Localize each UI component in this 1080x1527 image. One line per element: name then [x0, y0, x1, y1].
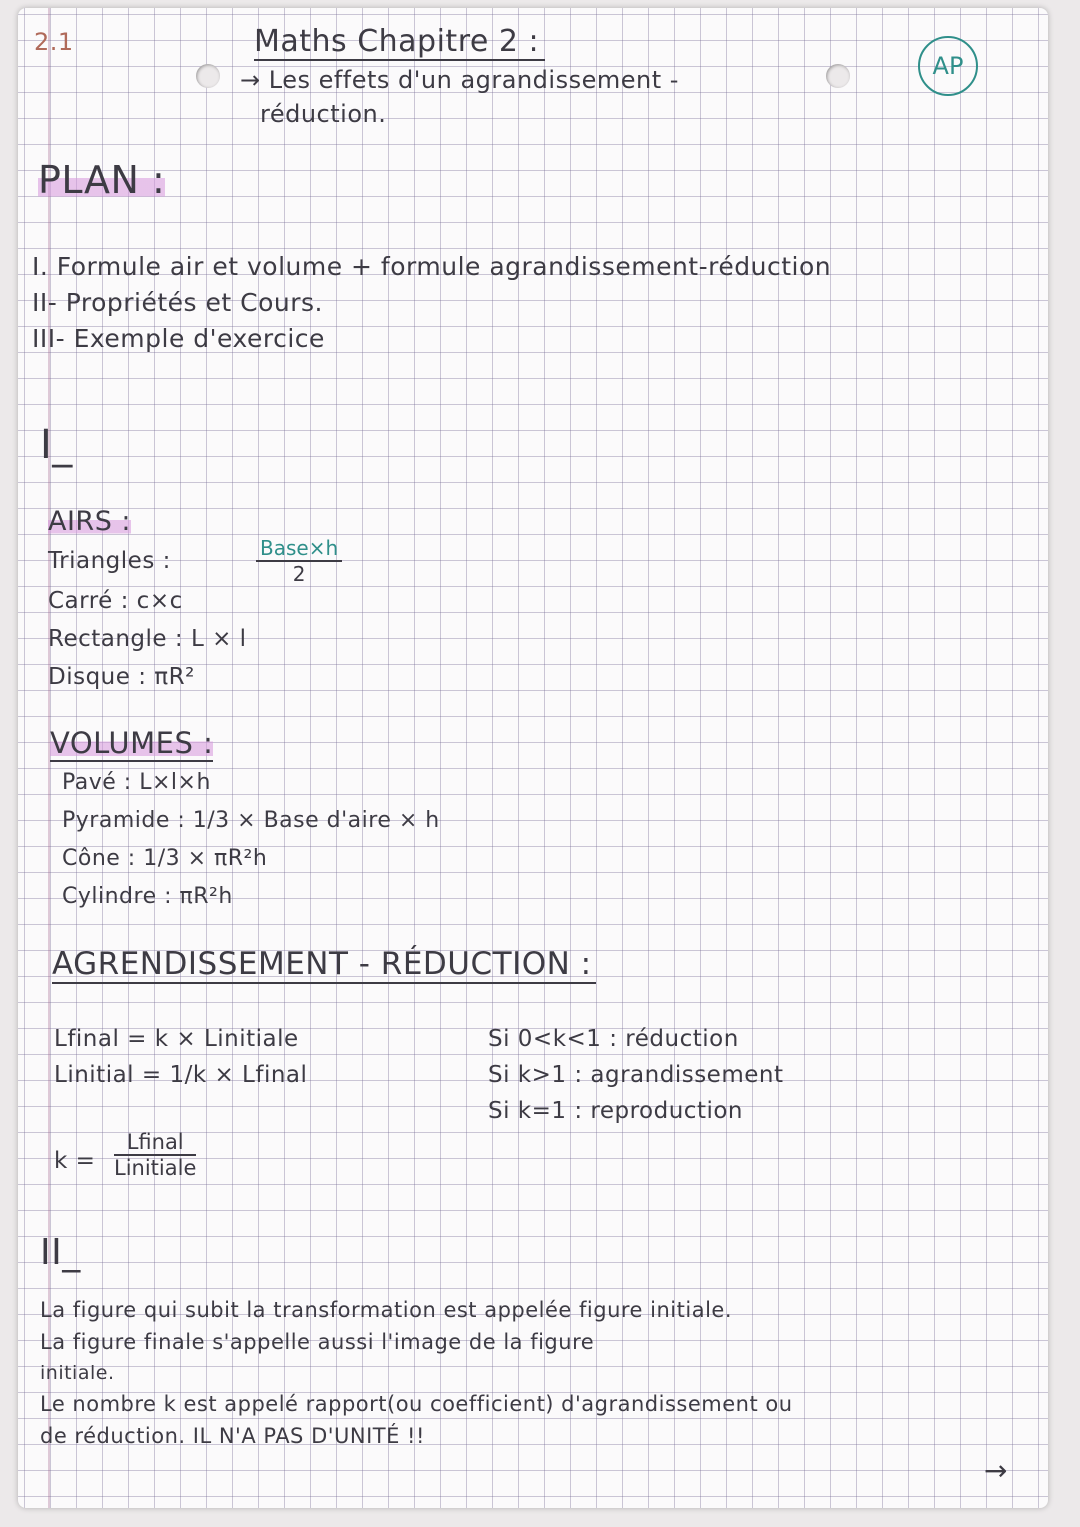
pave-formula: Pavé : L×l×h — [62, 770, 211, 795]
section-1-marker: I_ — [40, 422, 73, 468]
k-numerator: Lfinal — [114, 1130, 196, 1156]
punch-hole — [826, 64, 850, 88]
formula-final-length: Lfinal = k × Linitiale — [54, 1026, 299, 1052]
section-2-line-2: La figure finale s'appelle aussi l'image de la figure — [40, 1330, 595, 1354]
ap-badge: AP — [918, 36, 978, 96]
formula-initial-length: Linitial = 1/k × Lfinal — [54, 1062, 308, 1088]
section-2-line-4: Le nombre k est appelé rapport(ou coefficient) d'agrandissement ou — [40, 1392, 793, 1416]
case-agrandissement: Si k>1 : agrandissement — [488, 1062, 784, 1088]
disque-formula: Disque : πR² — [48, 664, 195, 690]
k-denominator: Linitiale — [114, 1156, 197, 1180]
cylindre-formula: Cylindre : πR²h — [62, 884, 233, 909]
areas-heading: AIRS : — [48, 506, 132, 537]
section-2-line-3: initiale. — [40, 1362, 115, 1384]
page-title: Maths Chapitre 2 : — [254, 24, 545, 61]
plan-item-3: III- Exemple d'exercice — [32, 324, 325, 353]
plan-item-1: I. Formule air et volume + formule agrandissement-réduction — [32, 252, 832, 281]
section-2-line-5: de réduction. IL N'A PAS D'UNITÉ !! — [40, 1424, 425, 1448]
cone-formula: Cône : 1/3 × πR²h — [62, 846, 268, 871]
rectangle-formula: Rectangle : L × l — [48, 626, 247, 652]
carre-formula: Carré : c×c — [48, 588, 183, 614]
triangle-label: Triangles : — [48, 548, 171, 574]
punch-hole — [196, 64, 220, 88]
formula-k-label: k = — [54, 1148, 96, 1174]
section-2-line-1: La figure qui subit la transformation est appelée figure initiale. — [40, 1298, 732, 1322]
next-page-arrow-icon: → — [984, 1454, 1008, 1487]
page-number: 2.1 — [34, 28, 74, 56]
section-2-marker: II_ — [40, 1232, 81, 1273]
formula-k-ratio — [114, 1130, 196, 1180]
subtitle-line-2: réduction. — [260, 100, 387, 128]
subtitle-line-1: → Les effets d'un agrandissement - — [240, 66, 679, 94]
agr-heading: AGRENDISSEMENT - RÉDUCTION : — [52, 946, 596, 984]
case-reproduction: Si k=1 : reproduction — [488, 1098, 743, 1124]
case-reduction: Si 0<k<1 : réduction — [488, 1026, 739, 1052]
triangle-formula — [256, 536, 342, 586]
plan-heading: PLAN : — [38, 158, 166, 202]
volumes-heading: VOLUMES : — [50, 726, 214, 760]
notebook-page — [18, 8, 1048, 1508]
triangle-numerator: Base×h — [256, 536, 342, 562]
pyramide-formula: Pyramide : 1/3 × Base d'aire × h — [62, 808, 440, 833]
plan-item-2: II- Propriétés et Cours. — [32, 288, 323, 317]
triangle-denominator: 2 — [292, 562, 306, 586]
